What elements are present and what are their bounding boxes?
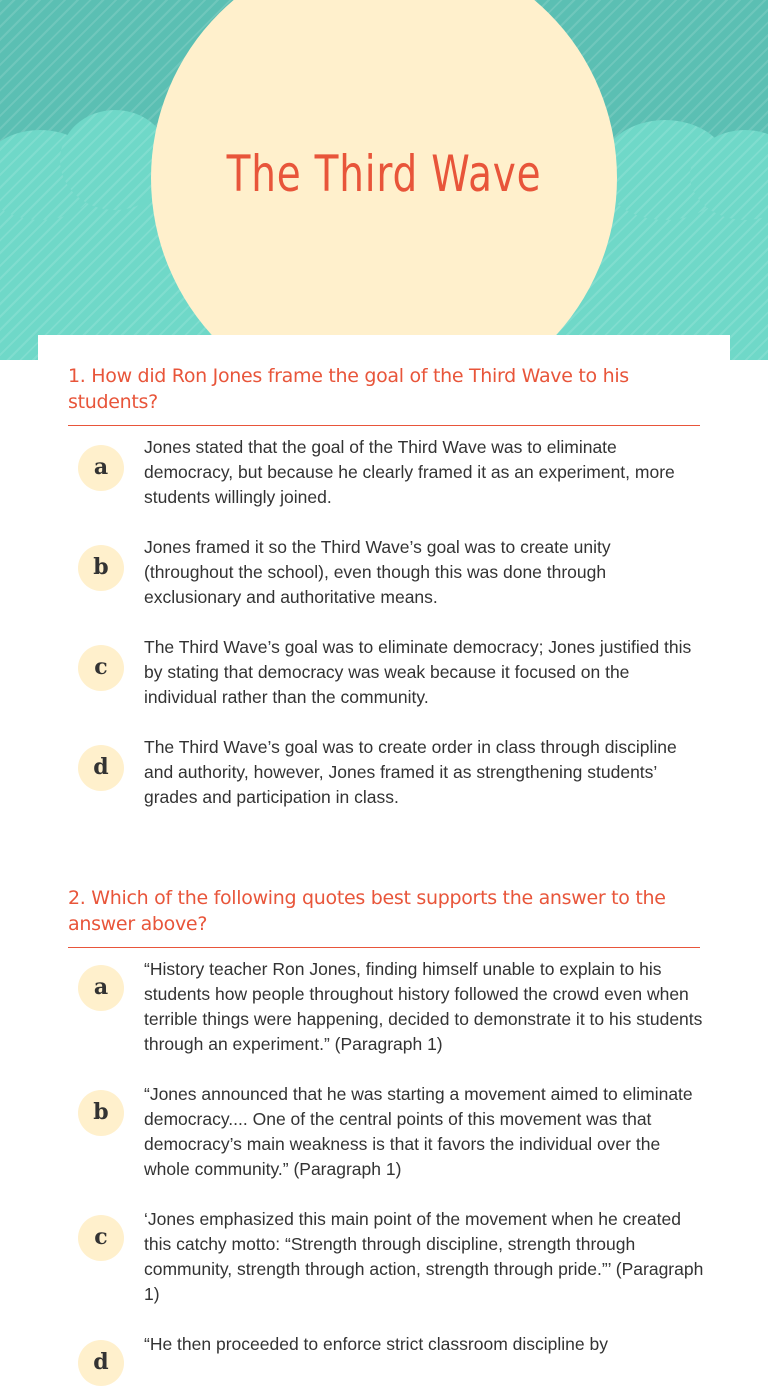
option-badge-a: a — [78, 965, 124, 1011]
option-badge-d: d — [78, 1340, 124, 1386]
question-2 — [68, 885, 704, 1375]
question-2-option-b[interactable] — [68, 1084, 700, 1205]
question-2-option-d[interactable] — [68, 1334, 700, 1380]
option-text: “He then proceeded to enforce strict classroom discipline by — [144, 1334, 608, 1354]
question-2-option-c[interactable] — [68, 1209, 704, 1330]
option-badge-b: b — [78, 1090, 124, 1136]
option-text: “Jones announced that he was starting a movement aimed to eliminate democracy.... One of the central points of this movement was that democracy’s main weakness is that it favors the individual over the whole community.” (Paragraph 1) — [144, 1084, 693, 1179]
question-1-option-c[interactable] — [68, 637, 700, 735]
option-badge-c: c — [78, 1215, 124, 1261]
option-badge-d: d — [78, 745, 124, 791]
question-2-text: 2. Which of the following quotes best supports the answer to the answer above? — [68, 885, 700, 948]
option-badge-b: b — [78, 545, 124, 591]
question-2-option-a[interactable] — [68, 959, 703, 1080]
question-1 — [68, 363, 700, 807]
question-1-option-a[interactable] — [68, 437, 700, 535]
option-text: The Third Wave’s goal was to eliminate democracy; Jones justified this by stating that democracy was weak because it focused on the individual rather than the community. — [144, 637, 692, 707]
question-1-option-d[interactable] — [68, 737, 700, 835]
question-1-option-b[interactable] — [68, 537, 700, 635]
option-badge-a: a — [78, 445, 124, 491]
option-text: Jones framed it so the Third Wave’s goal was to create unity (throughout the school), even though this was done through exclusionary and authoritative means. — [144, 537, 611, 607]
option-text: ‘Jones emphasized this main point of the movement when he created this catchy motto: “Strength through discipline, strength through community, strength through action, strength through pride.”’ (Paragraph 1) — [144, 1209, 704, 1304]
worksheet-card — [38, 335, 730, 1380]
option-badge-c: c — [78, 645, 124, 691]
question-1-text: 1. How did Ron Jones frame the goal of the Third Wave to his students? — [68, 363, 700, 426]
page-title: The Third Wave — [226, 145, 542, 203]
option-text: Jones stated that the goal of the Third Wave was to eliminate democracy, but because he clearly framed it as an experiment, more students willingly joined. — [144, 437, 675, 507]
header-banner — [0, 0, 768, 360]
option-text: The Third Wave’s goal was to create order in class through discipline and authority, however, Jones framed it as strengthening students’ grades and participation in class. — [144, 737, 677, 807]
option-text: “History teacher Ron Jones, finding himself unable to explain to his students how people throughout history followed the crowd even when terrible things were happening, decided to demonstrate it to his students through an experiment.” (Paragraph 1) — [144, 959, 703, 1054]
